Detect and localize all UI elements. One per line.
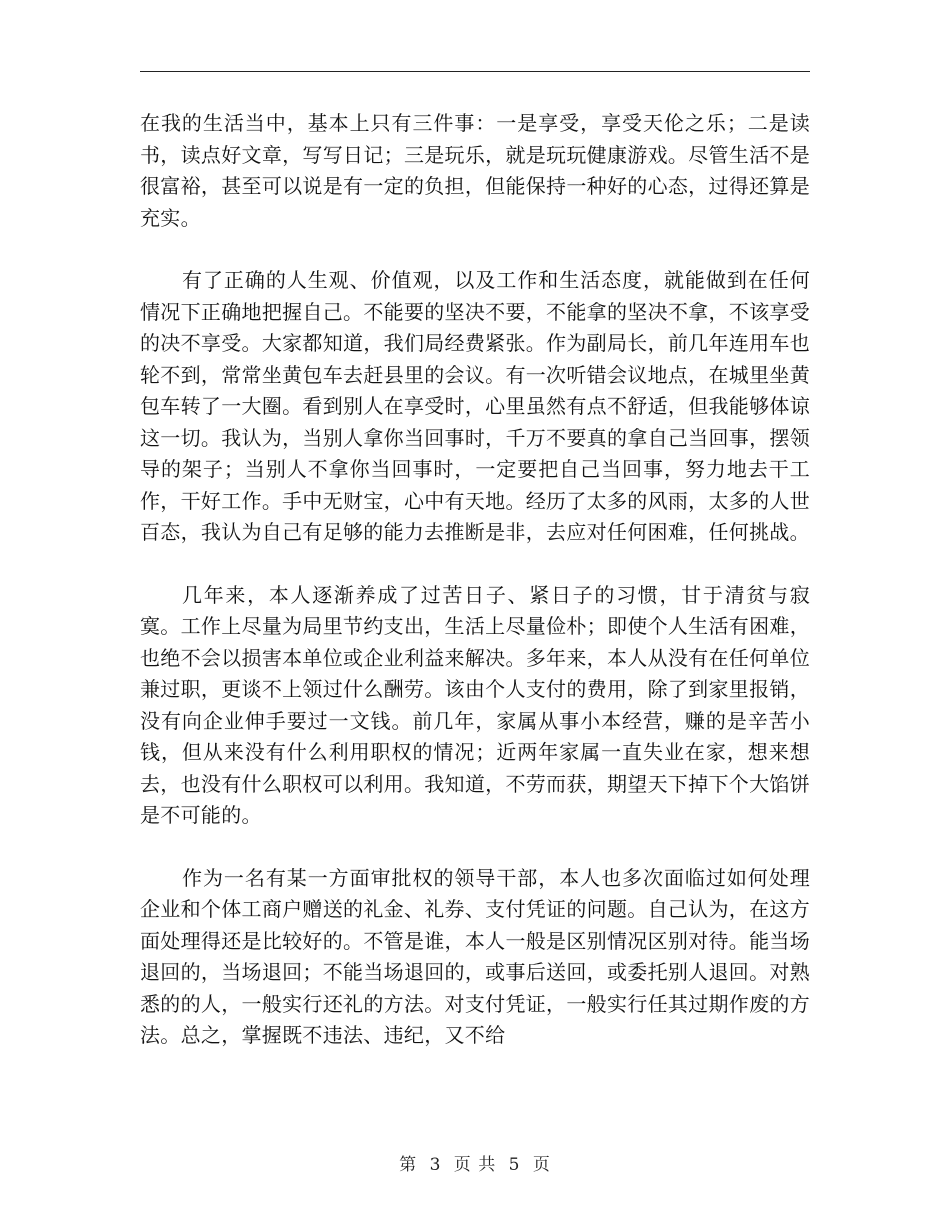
page-footer	[0, 1150, 950, 1175]
footer-total-pages: 5	[508, 1155, 521, 1175]
footer-suffix: 页	[532, 1155, 551, 1175]
paragraph-4: 作为一名有某一方面审批权的领导干部，本人也多次面临过如何处理企业和个体工商户赠送的礼金、礼券、支付凭证的问题。自己认为，在这方面处理得还是比较好的。不管是谁，本人一般是区别情况区别对待。能当场退回的，当场退回；不能当场退回的，或事后送回，或委托别人退回。对熟悉的的人，一般实行还礼的方法。对支付凭证，一般实行任其过期作废的方法。总之，掌握既不违法、违纪，又不给	[140, 865, 810, 1047]
footer-middle: 页 共	[453, 1155, 497, 1175]
footer-current-page: 3	[429, 1155, 442, 1175]
paragraph-3: 几年来，本人逐渐养成了过苦日子、紧日子的习惯，甘于清贫与寂寞。工作上尽量为局里节约支出，生活上尽量俭朴；即使个人生活有困难，也绝不会以损害本单位或企业利益来解决。多年来，本人从没有在任何单位兼过职，更谈不上领过什么酬劳。该由个人支付的费用，除了到家里报销，没有向企业伸手要过一文钱。前几年，家属从事小本经营，赚的是辛苦小钱，但从来没有什么利用职权的情况；近两年家属一直失业在家，想来想去，也没有什么职权可以利用。我知道，不劳而获，期望天下掉下个大馅饼是不可能的。	[140, 582, 810, 827]
paragraph-2: 有了正确的人生观、价值观，以及工作和生活态度，就能做到在任何情况下正确地把握自己。不能要的坚决不要，不能拿的坚决不拿，不该享受的决不享受。大家都知道，我们局经费紧张。作为副局长，前几年连用车也轮不到，常常坐黄包车去赶县里的会议。有一次听错会议地点，在城里坐黄包车转了一大圈。看到别人在享受时，心里虽然有点不舒适，但我能够体谅这一切。我认为，当别人拿你当回事时，千万不要真的拿自己当回事，摆领导的架子；当别人不拿你当回事时，一定要把自己当回事，努力地去干工作，干好工作。手中无财宝，心中有天地。经历了太多的风雨，太多的人世百态，我认为自己有足够的能力去推断是非，去应对任何困难，任何挑战。	[140, 268, 810, 544]
header-rule	[140, 71, 810, 72]
footer-prefix: 第	[399, 1155, 418, 1175]
document-body	[140, 108, 810, 1083]
paragraph-1: 在我的生活当中，基本上只有三件事：一是享受，享受天伦之乐；二是读书，读点好文章，写写日记；三是玩乐，就是玩玩健康游戏。尽管生活不是很富裕，甚至可以说是有一定的负担，但能保持一种好的心态，过得还算是充实。	[140, 111, 810, 230]
